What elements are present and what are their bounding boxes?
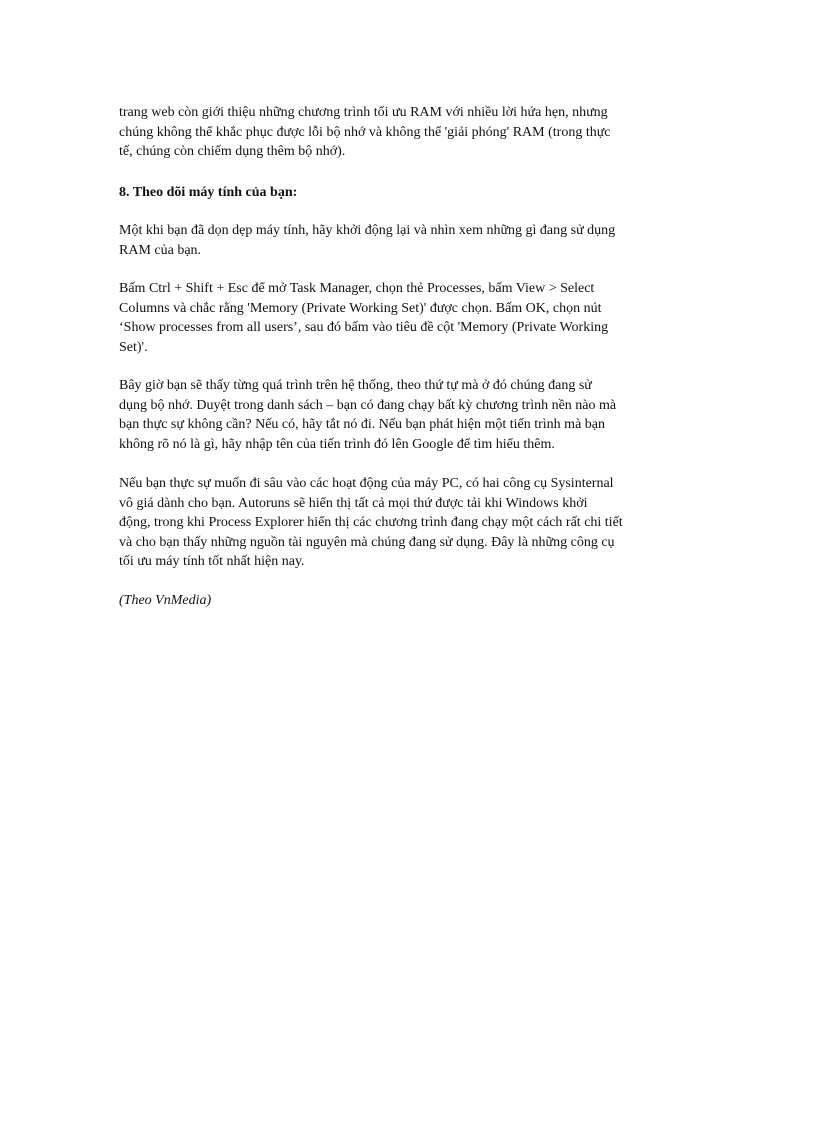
text-line: vô giá dành cho bạn. Autoruns sẽ hiển thị tất cả mọi thứ được tải khi Windows khởi [119,495,588,511]
text-line: ‘Show processes from all users’, sau đó bấm vào tiêu đề cột 'Memory (Private Working [119,320,609,335]
source-text: (Theo VnMedia) [119,593,212,608]
text-line: bạn thực sự không cần? Nếu có, hãy tắt nó đi. Nếu bạn phát hiện một tiến trình mà bạn [119,417,605,432]
text-line: trang web còn giới thiệu những chương trình tối ưu RAM với nhiều lời hứa hẹn, nhưng [119,105,608,120]
paragraph-ram-optimizers [119,103,719,162]
text-line: Một khi bạn đã dọn dẹp máy tính, hãy khởi động lại và nhìn xem những gì đang sử dụng [119,223,616,238]
heading-text: 8. Theo dõi máy tính của bạn: [119,185,298,200]
text-line: Columns và chắc rằng 'Memory (Private Working Set)' được chọn. Bấm OK, chọn nút [119,300,602,316]
text-line: Set)'. [119,339,148,355]
text-line: tối ưu máy tính tốt nhất hiện nay. [119,554,305,569]
source-credit [119,591,719,611]
text-line: Bấm Ctrl + Shift + Esc để mở Task Manager, chọn thẻ Processes, bấm View > Select [119,281,595,296]
text-line: Bây giờ bạn sẽ thấy từng quá trình trên hệ thống, theo thứ tự mà ở đó chúng đang sử [119,378,592,393]
text-line: chúng không thể khắc phục được lỗi bộ nhớ và không thể 'giải phóng' RAM (trong thực [119,124,611,140]
text-line: động, trong khi Process Explorer hiển thị các chương trình đang chạy một cách rất chi tiết [119,515,623,530]
text-line: và cho bạn thấy những nguồn tài nguyên mà chúng đang sử dụng. Đây là những công cụ [119,534,615,550]
text-line: không rõ nó là gì, hãy nhập tên của tiến trình đó lên Google để tìm hiểu thêm. [119,436,555,452]
text-line: Nếu bạn thực sự muốn đi sâu vào các hoạt động của máy PC, có hai công cụ Sysinternal [119,476,614,491]
text-line: tế, chúng còn chiếm dụng thêm bộ nhớ). [119,144,346,159]
text-line: RAM của bạn. [119,242,202,258]
paragraph-restart [119,221,719,260]
paragraph-task-manager [119,279,719,357]
text-line: dụng bộ nhớ. Duyệt trong danh sách – bạn có đang chạy bất kỳ chương trình nền nào mà [119,397,617,413]
section-heading [119,183,719,203]
paragraph-processes [119,376,719,454]
paragraph-sysinternals [119,474,719,572]
